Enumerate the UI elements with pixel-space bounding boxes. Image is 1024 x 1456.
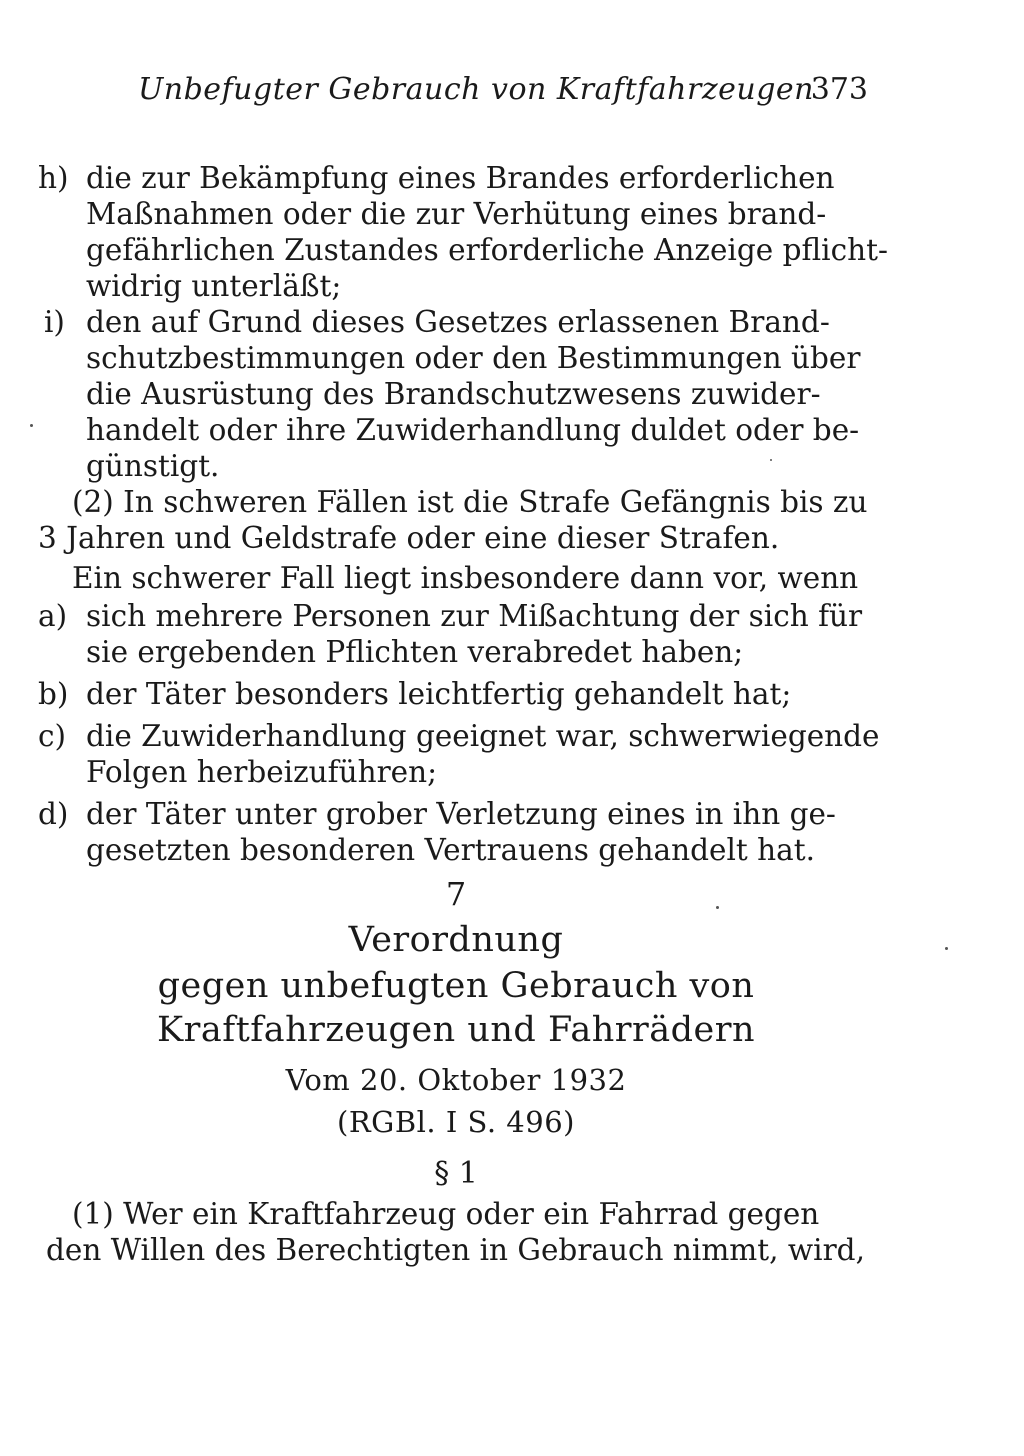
section-body-line-1: (1) Wer ein Kraftfahrzeug oder ein Fahrrad gegen (72, 1197, 820, 1231)
item-h-line-3: gefährlichen Zustandes erforderliche Anzeige pflicht- (86, 233, 888, 267)
case-d-line-2: gesetzten besonderen Vertrauens gehandelt hat. (86, 833, 815, 867)
section-body-line-2: den Willen des Berechtigten in Gebrauch nimmt, wird, (46, 1233, 865, 1267)
section-title-line-3: Kraftfahrzeugen und Fahrrädern (157, 1010, 755, 1050)
section-source: (RGBl. I S. 496) (337, 1105, 575, 1139)
paragraph-2-line-2: 3 Jahren und Geldstrafe oder eine dieser Strafen. (38, 521, 780, 555)
item-h-line-4: widrig unterläßt; (86, 269, 342, 303)
paragraph-sign: § 1 (434, 1156, 478, 1191)
case-b-line-1: der Täter besonders leichtfertig gehandelt hat; (86, 677, 792, 711)
cases-intro: Ein schwerer Fall liegt insbesondere dann vor, wenn (72, 561, 859, 595)
case-c-line-1: die Zuwiderhandlung geeignet war, schwerwiegende (86, 719, 880, 753)
section-number: 7 (445, 875, 467, 913)
case-c-label: c) (38, 719, 67, 753)
case-a-line-2: sie ergebenden Pflichten verabredet haben; (86, 635, 744, 669)
item-i-line-2: schutzbestimmungen oder den Bestimmungen über (86, 341, 861, 375)
item-h-line-2: Maßnahmen oder die zur Verhütung eines brand- (86, 197, 827, 231)
item-h-line-1: die zur Bekämpfung eines Brandes erforderlichen (86, 161, 835, 195)
page-number: 373 (810, 72, 868, 107)
scan-speck (945, 947, 948, 950)
section-title-line-1: Verordnung (348, 920, 564, 960)
running-title: Unbefugter Gebrauch von Kraftfahrzeugen (138, 72, 814, 107)
section-date: Vom 20. Oktober 1932 (285, 1063, 627, 1097)
item-h-label: h) (38, 161, 69, 195)
scan-speck (770, 459, 772, 461)
section-title-line-2: gegen unbefugten Gebrauch von (157, 966, 755, 1006)
item-i-line-3: die Ausrüstung des Brandschutzwesens zuwider- (86, 377, 821, 411)
case-d-line-1: der Täter unter grober Verletzung eines in ihn ge- (86, 797, 836, 831)
case-d-label: d) (38, 797, 69, 831)
item-i-line-1: den auf Grund dieses Gesetzes erlassenen Brand- (86, 305, 830, 339)
scan-speck (30, 424, 33, 427)
item-i-line-5: günstigt. (86, 449, 220, 483)
case-b-label: b) (38, 677, 69, 711)
scan-speck (716, 906, 719, 909)
case-a-label: a) (38, 599, 68, 633)
case-c-line-2: Folgen herbeizuführen; (86, 755, 438, 789)
running-header (138, 68, 868, 118)
paragraph-2-line-1: (2) In schweren Fällen ist die Strafe Gefängnis bis zu (72, 485, 868, 519)
item-i-label: i) (44, 305, 65, 339)
item-i-line-4: handelt oder ihre Zuwiderhandlung duldet oder be- (86, 413, 860, 447)
case-a-line-1: sich mehrere Personen zur Mißachtung der sich für (86, 599, 863, 633)
